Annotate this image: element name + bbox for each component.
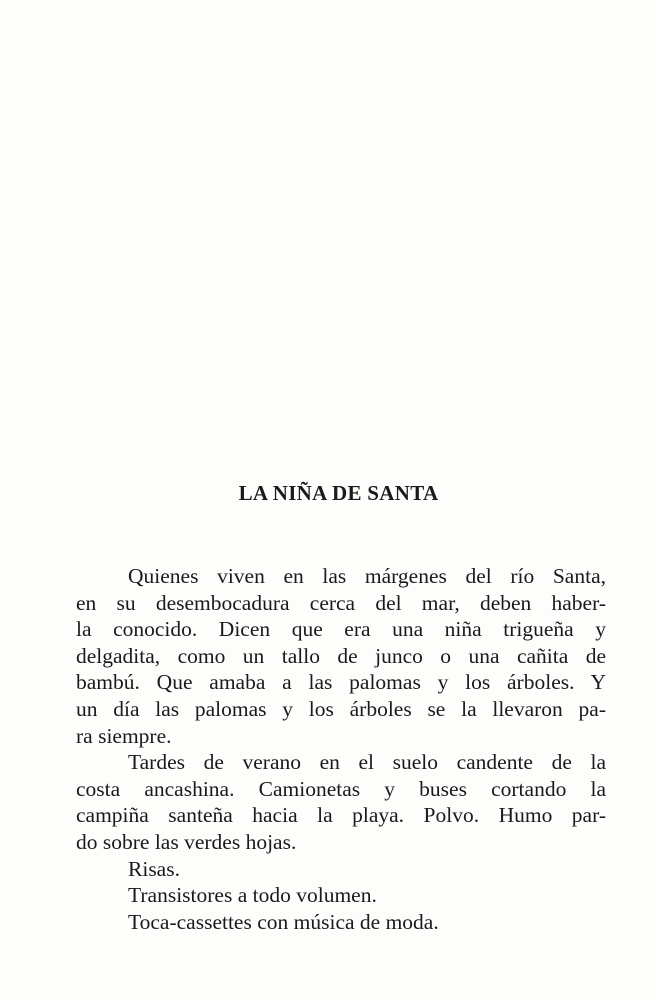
text-line: Quienes viven en las márgenes del río Santa,: [128, 564, 606, 588]
text-line: bambú. Que amaba a las palomas y los árboles. Y: [76, 670, 606, 695]
text-line: un día las palomas y los árboles se la llevaron pa-: [76, 696, 606, 721]
chapter-title: LA NIÑA DE SANTA: [238, 481, 439, 505]
text-line: Risas.: [128, 856, 180, 881]
body-text: [76, 563, 606, 935]
text-line: ra siempre.: [76, 723, 172, 748]
text-line: delgadita, como un tallo de junco o una cañita de: [76, 643, 606, 668]
text-line: Tardes de verano en el suelo candente de la: [128, 750, 606, 775]
text-line: campiña santeña hacia la playa. Polvo. Humo par-: [76, 803, 606, 828]
text-line: Transistores a todo volumen.: [128, 883, 377, 908]
text-line: do sobre las verdes hojas.: [76, 829, 297, 854]
text-line: en su desembocadura cerca del mar, deben haber-: [76, 590, 606, 615]
text-line: Toca-cassettes con música de moda.: [128, 909, 439, 934]
text-line: la conocido. Dicen que era una niña trigueña y: [76, 617, 606, 642]
text-line: costa ancashina. Camionetas y buses cortando la: [76, 776, 606, 801]
